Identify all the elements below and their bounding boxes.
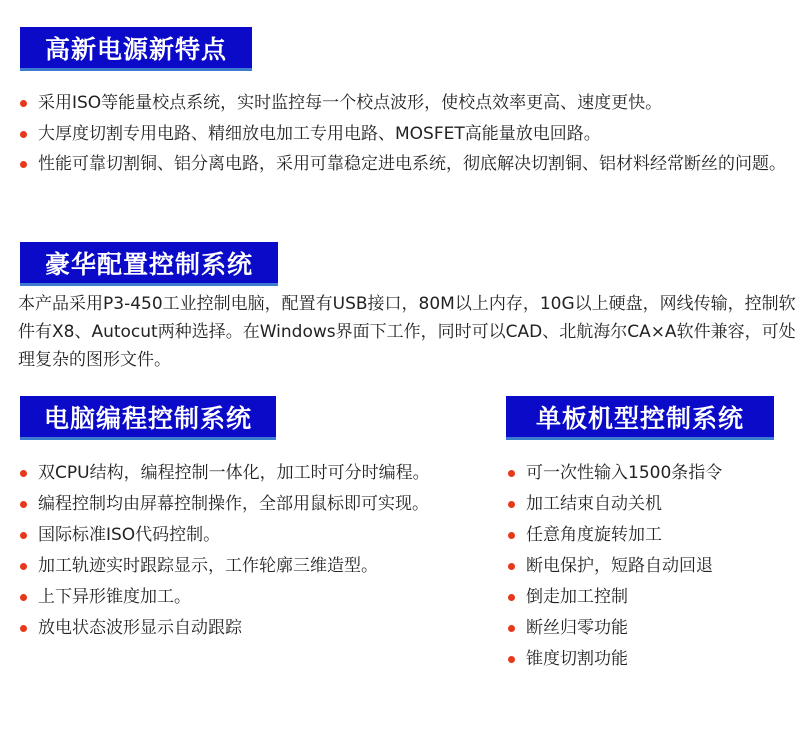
list-item: 任意角度旋转加工 (504, 520, 794, 551)
list-item: 断电保护，短路自动回退 (504, 551, 794, 582)
bullet-icon (20, 625, 27, 632)
bullet-icon (508, 625, 515, 632)
bullet-icon (20, 532, 27, 539)
bullet-icon (508, 656, 515, 663)
list-item: 大厚度切割专用电路、精细放电加工专用电路、MOSFET高能量放电回路。 (16, 119, 794, 150)
list-item: 放电状态波形显示自动跟踪 (16, 613, 496, 644)
list-item: 倒走加工控制 (504, 582, 794, 613)
list-item: 国际标准ISO代码控制。 (16, 520, 496, 551)
section-heading-luxury-control: 豪华配置控制系统 (20, 242, 278, 286)
single-board-list (504, 458, 794, 675)
section-heading-pc-programming: 电脑编程控制系统 (20, 396, 276, 440)
bullet-icon (508, 594, 515, 601)
list-item: 锥度切割功能 (504, 644, 794, 675)
pc-programming-list (16, 458, 496, 644)
bullet-icon (20, 100, 27, 107)
list-item: 可一次性输入1500条指令 (504, 458, 794, 489)
bullet-icon (508, 532, 515, 539)
list-item: 加工结束自动关机 (504, 489, 794, 520)
list-item: 上下异形锥度加工。 (16, 582, 496, 613)
list-item: 断丝归零功能 (504, 613, 794, 644)
list-item: 双CPU结构，编程控制一体化，加工时可分时编程。 (16, 458, 496, 489)
bullet-icon (20, 563, 27, 570)
section-heading-single-board: 单板机型控制系统 (506, 396, 774, 440)
bullet-icon (508, 501, 515, 508)
bullet-icon (508, 470, 515, 477)
list-item: 采用ISO等能量校点系统，实时监控每一个校点波形，使校点效率更高、速度更快。 (16, 88, 794, 119)
section-heading-power-features: 高新电源新特点 (20, 27, 252, 71)
bullet-icon (20, 161, 27, 168)
luxury-control-paragraph: 本产品采用P3-450工业控制电脑，配置有USB接口，80M以上内存，10G以上硬盘，网线传输，控制软件有X8、Autocut两种选择。在Windows界面下工作，同时可以CAD、北航海尔CA×A软件兼容，可处理复杂的图形文件。 (18, 294, 796, 370)
power-features-list (16, 88, 794, 178)
list-item: 加工轨迹实时跟踪显示，工作轮廓三维造型。 (16, 551, 496, 582)
bullet-icon (20, 501, 27, 508)
bullet-icon (20, 131, 27, 138)
bullet-icon (20, 594, 27, 601)
list-item: 性能可靠切割铜、铝分离电路，采用可靠稳定进电系统，彻底解决切割铜、铝材料经常断丝的问题。 (16, 150, 794, 178)
bullet-icon (508, 563, 515, 570)
bullet-icon (20, 470, 27, 477)
list-item: 编程控制均由屏幕控制操作，全部用鼠标即可实现。 (16, 489, 496, 520)
